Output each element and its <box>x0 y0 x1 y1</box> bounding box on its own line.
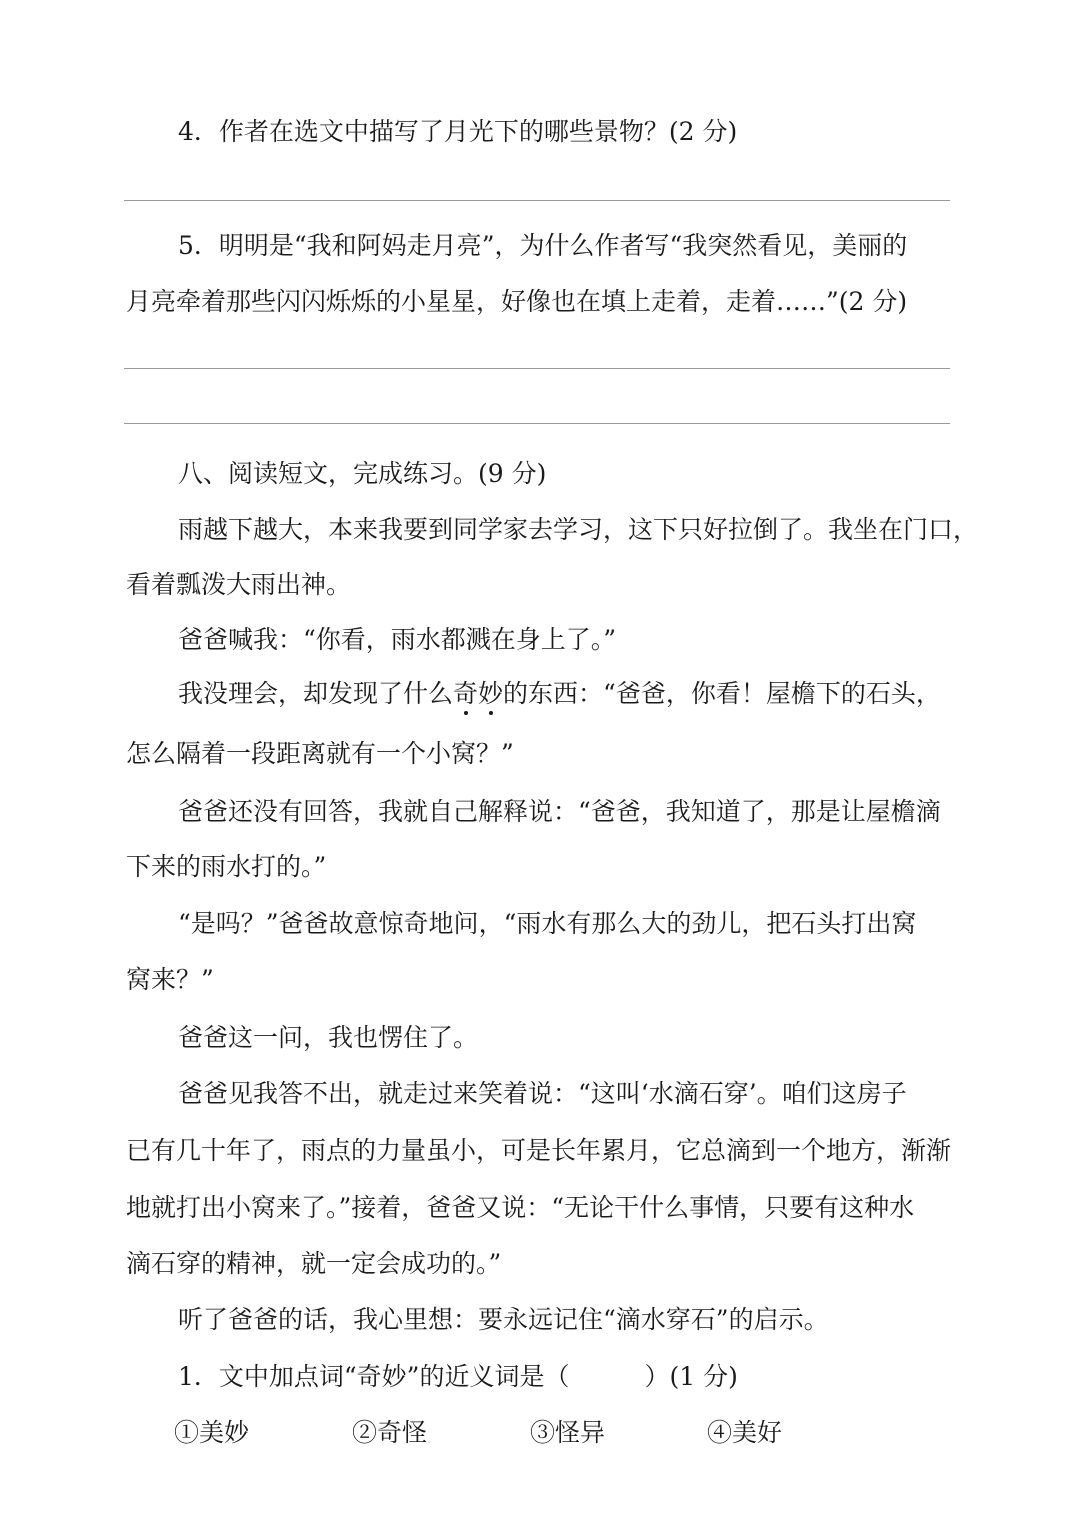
dotted-char-miao: 妙 <box>478 681 503 706</box>
paragraph-7-line2: 已有几十年了，雨点的力量虽小，可是长年累月，它总滴到一个地方，渐渐 <box>126 1136 952 1165</box>
paragraph-3-line1 <box>178 681 941 706</box>
q4-text: 4．作者在选文中描写了月光下的哪些景物？(2 分) <box>178 117 738 146</box>
option-2: ②奇怪 <box>352 1418 428 1447</box>
dotted-char-qi: 奇 <box>453 681 478 706</box>
q5-text-line2: 月亮牵着那些闪闪烁烁的小星星，好像也在填上走着，走着……”(2 分) <box>126 287 908 316</box>
paragraph-2: 爸爸喊我：“你看，雨水都溅在身上了。” <box>178 625 617 654</box>
paragraph-5-line2: 窝来？” <box>126 965 214 994</box>
answer-line-q5-2 <box>124 423 950 424</box>
paragraph-7-line3: 地就打出小窝来了。”接着，爸爸又说：“无论干什么事情，只要有这种水 <box>126 1193 915 1222</box>
paragraph-7-line1: 爸爸见我答不出，就走过来笑着说：“这叫‘水滴石穿’。咱们这房子 <box>178 1079 907 1108</box>
answer-line-q4 <box>124 200 950 201</box>
paragraph-5-line1: “是吗？”爸爸故意惊奇地问，“雨水有那么大的劲儿，把石头打出窝 <box>178 909 917 938</box>
paragraph-1-line1: 雨越下越大，本来我要到同学家去学习，这下只好拉倒了。我坐在门口， <box>178 515 979 544</box>
paragraph-6: 爸爸这一问，我也愣住了。 <box>178 1023 479 1052</box>
paragraph-8: 听了爸爸的话，我心里想：要永远记住“滴水穿石”的启示。 <box>178 1305 829 1334</box>
answer-line-q5-1 <box>124 368 950 369</box>
paragraph-4-line2: 下来的雨水打的。” <box>126 852 327 881</box>
paragraph-3-text-b: 的东西：“爸爸，你看！屋檐下的石头， <box>503 679 941 708</box>
paragraph-4-line1: 爸爸还没有回答，我就自己解释说：“爸爸，我知道了，那是让屋檐滴 <box>178 797 941 826</box>
option-3: ③怪异 <box>530 1418 606 1447</box>
paragraph-3-text-a: 我没理会，却发现了什么 <box>178 679 454 708</box>
option-4: ④美好 <box>707 1418 783 1447</box>
section-heading: 八、阅读短文，完成练习。(9 分) <box>178 459 547 488</box>
question-1: 1．文中加点词“奇妙”的近义词是（ ）(1 分) <box>178 1362 738 1391</box>
paragraph-1-line2: 看着瓢泼大雨出神。 <box>126 570 352 599</box>
paragraph-7-line4: 滴石穿的精神，就一定会成功的。” <box>126 1249 502 1278</box>
option-1: ①美妙 <box>174 1418 250 1447</box>
q5-text-line1: 5．明明是“我和阿妈走月亮”，为什么作者写“我突然看见，美丽的 <box>178 231 908 260</box>
paragraph-3-line2: 怎么隔着一段距离就有一个小窝？” <box>126 739 514 768</box>
